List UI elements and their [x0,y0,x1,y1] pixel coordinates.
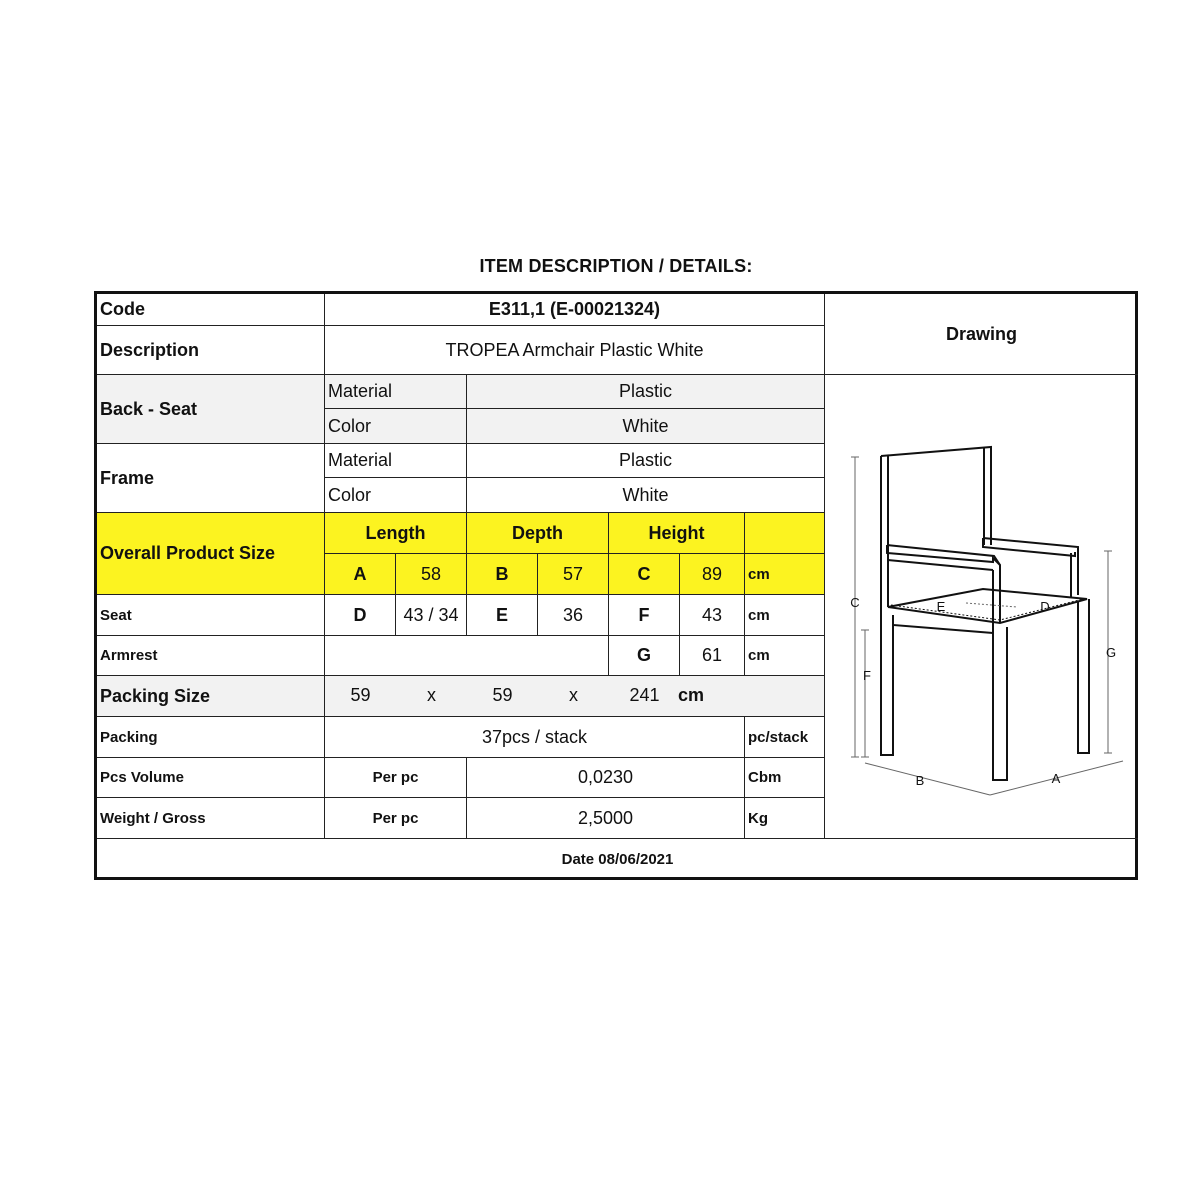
dimension-c-letter: C [609,554,680,595]
weight-per: Per pc [325,798,467,839]
drawing-label-g: G [1105,644,1117,660]
drawing-header: Drawing [825,294,1138,375]
drawing-label-c: C [850,594,860,610]
code-label: Code [97,294,325,326]
dimension-e-letter: E [467,595,538,636]
packing-size-depth: 59 [492,685,513,705]
overall-unit: cm [745,554,825,595]
overall-blank-cell [745,513,825,554]
weight-value: 2,5000 [467,798,745,839]
overall-size-label: Overall Product Size [97,513,325,595]
dimension-d-letter: D [325,595,396,636]
drawing-label-d: D [1040,598,1050,614]
pcs-volume-unit: Cbm [745,758,825,798]
details-table [94,291,1138,880]
drawing-area [825,375,1138,839]
pcs-volume-per: Per pc [325,758,467,798]
depth-header: Depth [467,513,609,554]
dimension-f-value: 43 [680,595,745,636]
dimension-b-value: 57 [538,554,609,595]
packing-size-unit: cm [677,685,704,705]
pcs-volume-label: Pcs Volume [97,758,325,798]
date-footer: Date 08/06/2021 [561,851,674,868]
weight-label: Weight / Gross [97,798,325,839]
dimension-g-letter: G [609,636,680,676]
code-value: E311,1 (E-00021324) [325,294,825,326]
seat-label: Seat [97,595,325,636]
dimension-a-value: 58 [396,554,467,595]
dimension-g-value: 61 [680,636,745,676]
dimension-e-value: 36 [538,595,609,636]
back-seat-material-label: Material [325,375,467,409]
seat-unit: cm [745,595,825,636]
packing-size-x1: x [427,685,436,705]
dimension-c-value: 89 [680,554,745,595]
armrest-unit: cm [745,636,825,676]
dimension-d-value: 43 / 34 [396,595,467,636]
back-seat-color: White [467,409,825,444]
chair-drawing [825,375,1138,839]
description-label: Description [97,326,325,375]
drawing-label-b: B [915,772,925,788]
frame-material-label: Material [325,444,467,478]
description-value: TROPEA Armchair Plastic White [325,326,825,375]
back-seat-material: Plastic [467,375,825,409]
dimension-b-letter: B [467,554,538,595]
page-title: ITEM DESCRIPTION / DETAILS: [479,256,753,276]
drawing-label-e: E [936,598,946,614]
drawing-label-a: A [1051,770,1061,786]
packing-value: 37pcs / stack [325,717,745,758]
frame-color-label: Color [325,478,467,513]
back-seat-color-label: Color [325,409,467,444]
back-seat-label: Back - Seat [97,375,325,444]
packing-size-length: 59 [350,685,371,705]
frame-label: Frame [97,444,325,513]
length-header: Length [325,513,467,554]
dimension-f-letter: F [609,595,680,636]
drawing-label-f: F [863,667,871,683]
packing-size-cell [325,676,825,717]
packing-label: Packing [97,717,325,758]
packing-unit: pc/stack [745,717,825,758]
packing-size-height: 241 [629,685,660,705]
weight-unit: Kg [745,798,825,839]
dimension-a-letter: A [325,554,396,595]
packing-size-x2: x [569,685,578,705]
armrest-label: Armrest [97,636,325,676]
frame-material: Plastic [467,444,825,478]
packing-size-label: Packing Size [97,676,325,717]
frame-color: White [467,478,825,513]
height-header: Height [609,513,745,554]
armrest-blank-cell [325,636,609,676]
pcs-volume-value: 0,0230 [467,758,745,798]
